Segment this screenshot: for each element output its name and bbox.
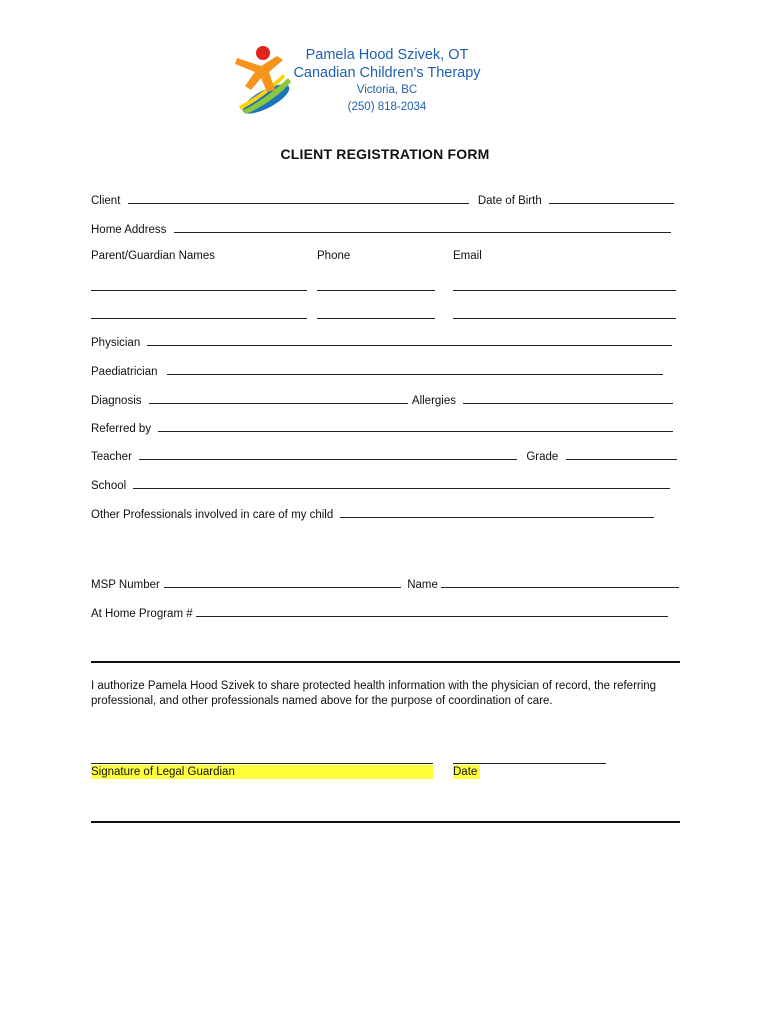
email-label: Email xyxy=(453,250,482,262)
diagnosis-field[interactable] xyxy=(149,392,408,404)
name-label: Name xyxy=(407,579,438,591)
msp-number-label: MSP Number xyxy=(91,579,160,591)
grade-label: Grade xyxy=(526,451,559,463)
guardian-phone-field-2[interactable] xyxy=(317,318,435,319)
signature-label: Signature of Legal Guardian xyxy=(91,765,433,779)
date-label: Date xyxy=(453,765,480,779)
guardian-phone-field-1[interactable] xyxy=(317,290,435,291)
msp-number-field[interactable] xyxy=(164,576,401,588)
phone-number: (250) 818-2034 xyxy=(347,101,427,113)
school-field[interactable] xyxy=(133,477,670,489)
city: Victoria, BC xyxy=(356,84,418,96)
diagnosis-row xyxy=(91,392,673,408)
home-program-field[interactable] xyxy=(196,605,668,617)
authorization-statement: I authorize Pamela Hood Szivek to share protected health information with the physician of record, the referring professional, and other professionals named above for the purpose of coordination of care. xyxy=(91,680,657,707)
organization-name: Canadian Children's Therapy xyxy=(293,65,481,81)
letterhead-text xyxy=(262,46,512,116)
guardian-email-field-1[interactable] xyxy=(453,290,676,291)
section-divider-bottom xyxy=(91,821,680,823)
referred-by-field[interactable] xyxy=(158,420,673,432)
date-field[interactable] xyxy=(453,763,606,764)
home-address-label: Home Address xyxy=(91,224,167,236)
home-address-row xyxy=(91,221,671,237)
referred-by-row xyxy=(91,420,673,436)
school-row xyxy=(91,477,670,493)
therapist-name: Pamela Hood Szivek, OT xyxy=(305,47,469,63)
grade-field[interactable] xyxy=(566,448,677,460)
client-label: Client xyxy=(91,195,121,207)
dob-field[interactable] xyxy=(549,192,674,204)
physician-row xyxy=(91,334,672,350)
letterhead xyxy=(0,40,770,120)
signature-label-row xyxy=(91,765,433,779)
section-divider-top xyxy=(91,661,680,663)
teacher-row xyxy=(91,448,677,464)
other-professionals-field[interactable] xyxy=(340,506,654,518)
other-professionals-label: Other Professionals involved in care of my child xyxy=(91,509,334,521)
home-program-label: At Home Program # xyxy=(91,608,193,620)
paediatrician-field[interactable] xyxy=(167,363,663,375)
signature-field[interactable] xyxy=(91,763,433,764)
paediatrician-row xyxy=(91,363,663,379)
name-field[interactable] xyxy=(441,576,679,588)
home-address-field[interactable] xyxy=(174,221,671,233)
guardian-email-field-2[interactable] xyxy=(453,318,676,319)
paediatrician-label: Paediatrician xyxy=(91,366,158,378)
guardian-name-field-1[interactable] xyxy=(91,290,307,291)
msp-row xyxy=(91,576,679,592)
teacher-label: Teacher xyxy=(91,451,132,463)
allergies-label: Allergies xyxy=(411,395,457,407)
teacher-field[interactable] xyxy=(139,448,517,460)
diagnosis-label: Diagnosis xyxy=(91,395,142,407)
home-program-row xyxy=(91,605,668,621)
client-field[interactable] xyxy=(128,192,469,204)
physician-field[interactable] xyxy=(147,334,672,346)
guardian-name-field-2[interactable] xyxy=(91,318,307,319)
other-professionals-row xyxy=(91,506,654,522)
referred-by-label: Referred by xyxy=(91,423,152,435)
parent-guardian-label: Parent/Guardian Names xyxy=(91,250,216,262)
date-label-row xyxy=(433,765,480,779)
dob-label: Date of Birth xyxy=(477,195,542,207)
form-title: CLIENT REGISTRATION FORM xyxy=(280,146,490,162)
client-row xyxy=(91,192,674,208)
allergies-field[interactable] xyxy=(463,392,673,404)
physician-label: Physician xyxy=(91,337,141,349)
phone-label: Phone xyxy=(317,250,351,262)
school-label: School xyxy=(91,480,127,492)
